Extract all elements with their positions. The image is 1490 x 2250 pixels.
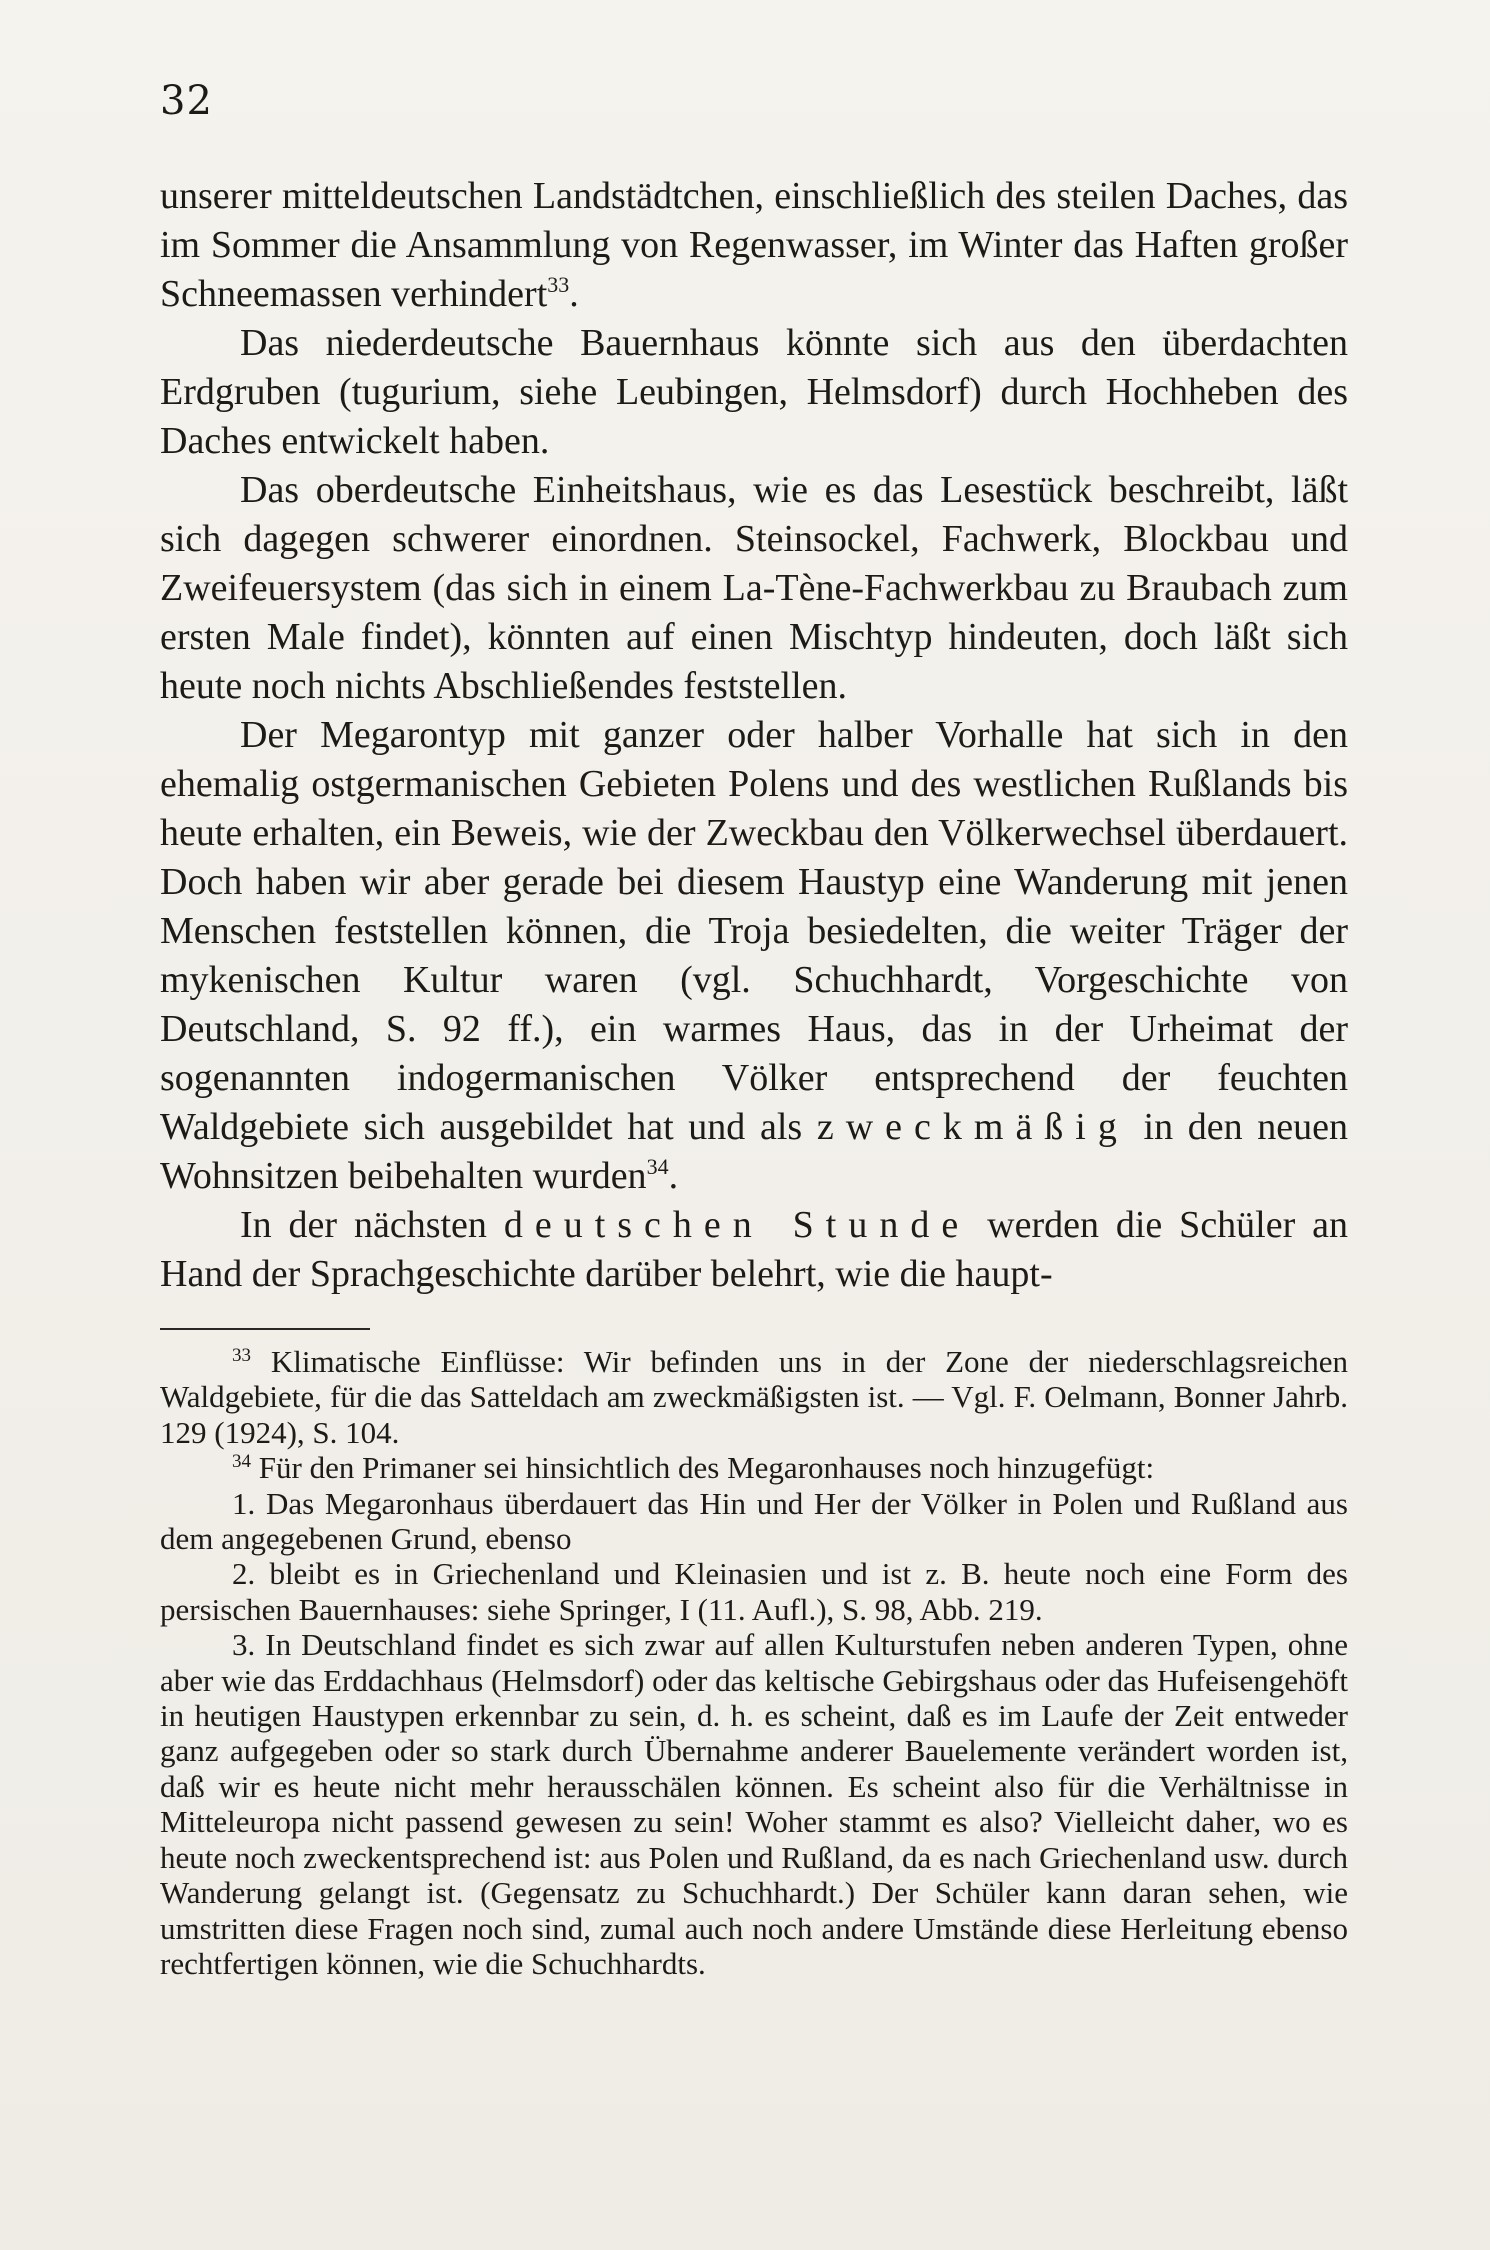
footnote-33 — [160, 1344, 1348, 1450]
paragraph-4-text: Der Megarontyp mit ganzer oder halber Vorhalle hat sich in den ehemalig ostgermanischen Gebieten Polens und des westlichen Rußlands bis heute erhalten, ein Beweis, wie der Zweckbau den Völkerwechsel überdauert. Doch haben wir aber gerade bei diesem Haustyp eine Wanderung mit jenen Menschen feststellen können, die Troja besiedelten, die weiter Träger der mykenischen Kultur waren (vgl. Schuchhardt, Vorgeschichte von Deutschland, S. 92 ff.), ein warmes Haus, das in der Urheimat der sogenannten indogermanischen Völker entsprechend der feuchten Waldgebiete sich ausgebildet hat und als — [160, 714, 1348, 1148]
footnote-33-text: Klimatische Einflüsse: Wir befinden uns in der Zone der niederschlagsreichen Waldgebiete, für die das Satteldach am zweckmäßigsten ist. — Vgl. F. Oelmann, Bonner Jahrb. 129 (1924), S. 104. — [160, 1344, 1349, 1450]
paragraph-5-text: In der nächsten — [240, 1204, 487, 1246]
paragraph-4-text-cont: in den neuen Wohnsitzen beibehalten wurden — [160, 1106, 1349, 1197]
footnote-34 — [160, 1450, 1348, 1485]
footnote-34-text: Für den Primaner sei hinsichtlich des Megaronhauses noch hinzugefügt: — [258, 1450, 1155, 1486]
footnote-34-number: 34 — [232, 1451, 251, 1473]
footnote-separator — [160, 1328, 370, 1330]
paragraph-1-end: . — [569, 273, 579, 315]
footnotes — [160, 1344, 1348, 1981]
paragraph-2: Das niederdeutsche Bauernhaus könnte sich aus den überdachten Erdgruben (tugurium, siehe Leubingen, Helmsdorf) durch Hochheben des Daches entwickelt haben. — [160, 322, 1348, 462]
footnote-34-item-1: 1. Das Megaronhaus überdauert das Hin und Her der Völker in Polen und Rußland aus dem angegebenen Grund, ebenso — [160, 1485, 1348, 1557]
footnote-ref-34: 34 — [646, 1154, 669, 1179]
footnote-34-item-3: 3. In Deutschland findet es sich zwar auf allen Kulturstufen neben anderen Typen, ohne aber wie das Erddachhaus (Helmsdorf) oder das keltische Gebirgshaus oder das Hufeisengehöft in heutigen Haustypen erkennbar zu sein, d. h. es scheint, daß es im Laufe der Zeit entweder ganz aufgegeben oder so stark durch Übernahme anderer Bauelemente verändert worden ist, daß wir es heute nicht mehr herausschälen können. Es scheint also für die Verhältnisse in Mitteleuropa nicht passend gewesen zu sein! Woher stammt es also? Vielleicht daher, wo es heute noch zweckentsprechend ist: aus Polen und Rußland, da es nach Griechenland usw. durch Wanderung gelangt ist. (Gegensatz zu Schuchhardt.) Der Schüler kann daran sehen, wie umstritten diese Fragen noch sind, zumal auch noch andere Umstände diese Herleitung ebenso rechtfertigen können, wie die Schuchhardts. — [160, 1627, 1348, 1981]
emphasis-deutschen-stunde: deutschen Stunde — [503, 1204, 971, 1246]
emphasis-zweckmaessig: zweckmäßig — [816, 1106, 1129, 1148]
paragraph-5 — [160, 1201, 1348, 1299]
paragraph-4-end: . — [668, 1155, 679, 1197]
paragraph-1 — [160, 172, 1348, 319]
page-number: 32 — [160, 78, 213, 124]
paragraph-3: Das oberdeutsche Einheitshaus, wie es das Lesestück beschreibt, läßt sich dagegen schwerer einordnen. Steinsockel, Fachwerk, Blockbau und Zweifeuersystem (das sich in einem La-Tène-Fachwerkbau zu Braubach zum ersten Male findet), könnten auf einen Mischtyp hindeuten, doch läßt sich heute noch nichts Abschließendes feststellen. — [160, 469, 1348, 707]
footnote-ref-33: 33 — [547, 272, 570, 297]
paragraph-1-text: unserer mitteldeutschen Landstädtchen, einschließlich des steilen Daches, das im Sommer die Ansammlung von Regenwasser, im Winter das Haften großer Schneemassen verhindert — [160, 175, 1348, 315]
paragraph-4 — [160, 711, 1348, 1201]
footnote-33-number: 33 — [232, 1345, 251, 1366]
footnote-34-item-2: 2. bleibt es in Griechenland und Kleinasien und ist z. B. heute noch eine Form des persischen Bauernhauses: siehe Springer, I (11. Aufl.), S. 98, Abb. 219. — [160, 1556, 1348, 1627]
paragraph-5-text-cont: werden die Schüler an Hand der Sprachgeschichte darüber belehrt, wie die haupt- — [160, 1204, 1349, 1295]
main-text — [160, 172, 1348, 1299]
